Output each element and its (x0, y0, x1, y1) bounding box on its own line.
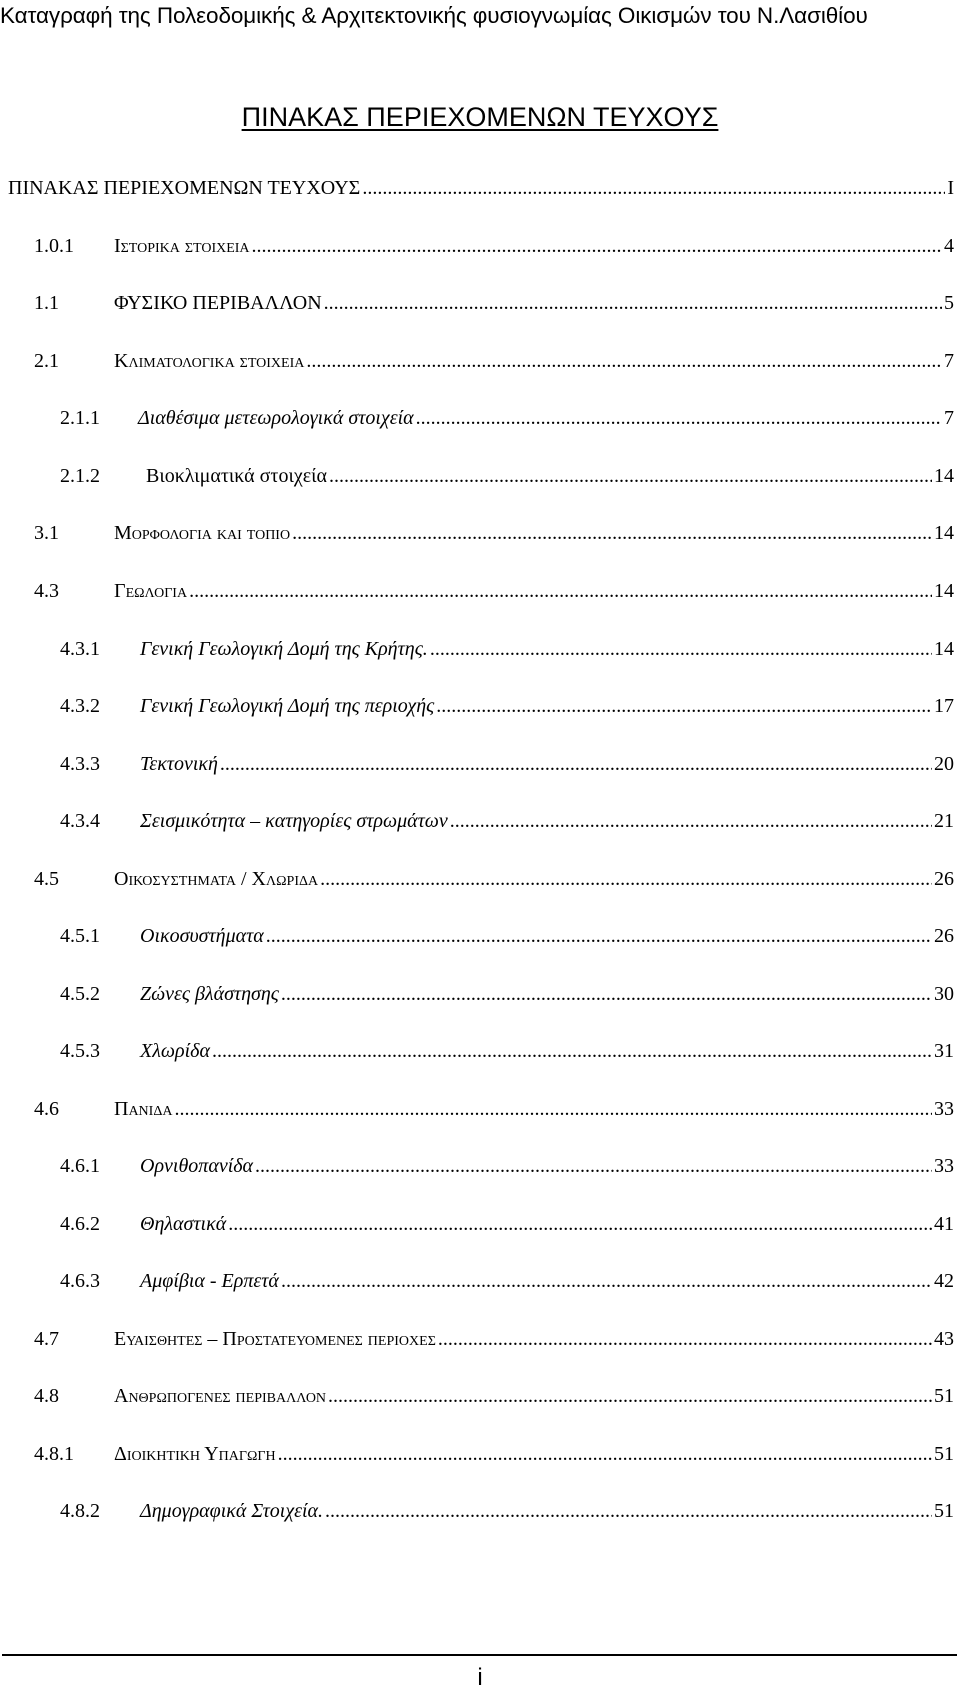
toc-entry-label: Ζώνες βλάστησης (140, 983, 279, 1005)
toc-entry-number: 4.8.1 (34, 1443, 74, 1465)
toc-entry-number: 4.5 (34, 868, 59, 890)
toc-entry-page: 51 (934, 1500, 954, 1522)
toc-entry-label: Δημογραφικά Στοιχεία. (140, 1500, 324, 1522)
toc-entry-label: Χλωρίδα (140, 1040, 210, 1062)
toc-entry-4-3[interactable] (34, 576, 954, 606)
toc-entry-page: 14 (934, 580, 954, 602)
toc-entry-number: 4.3.2 (60, 695, 100, 717)
toc-leader-dots (362, 173, 945, 203)
toc-entry-4-8[interactable] (34, 1381, 954, 1411)
toc-entry-number: 4.6.3 (60, 1270, 100, 1292)
toc-entry-page: 26 (934, 925, 954, 947)
toc-leader-dots (266, 921, 932, 951)
toc-entry-4-6-3[interactable] (60, 1266, 954, 1296)
toc-entry-page: 17 (934, 695, 954, 717)
toc-leader-dots (325, 1496, 932, 1526)
toc-entry-page: 41 (934, 1213, 954, 1235)
toc-entry-number: 4.6.2 (60, 1213, 100, 1235)
toc-entry-label: Πανιδα (114, 1098, 173, 1120)
toc-entry-label: Γεωλογια (114, 580, 188, 602)
running-header: Καταγραφή της Πολεοδομικής & Αρχιτεκτονικής φυσιογνωμίας Οικισμών του Ν.Λασιθίου (0, 3, 868, 28)
toc-entry-4-6[interactable] (34, 1094, 954, 1124)
toc-leader-dots (328, 1381, 932, 1411)
toc-entry-page: 14 (934, 638, 954, 660)
toc-leader-dots (430, 634, 932, 664)
toc-entry-number: 1.0.1 (34, 235, 74, 257)
toc-entry-number: 4.8 (34, 1385, 59, 1407)
toc-entry-number: 4.3.3 (60, 753, 100, 775)
toc-entry-page: 7 (944, 350, 954, 372)
toc-entry-label: ΠΙΝΑΚΑΣ ΠΕΡΙΕΧΟΜΕΝΩΝ ΤΕΥΧΟΥΣ (8, 177, 361, 199)
toc-leader-dots (189, 576, 932, 606)
toc-entry-label: Οικοσυστήματα (140, 925, 264, 947)
toc-entry-number: 4.5.1 (60, 925, 100, 947)
toc-entry-label: Διοικητικη Υπαγωγη (114, 1443, 276, 1465)
toc-entry-page: 5 (944, 292, 954, 314)
toc-entry-label: Κλιματολογικα στοιχεια (114, 350, 305, 372)
toc-entry-page: 51 (934, 1385, 954, 1407)
toc-leader-dots (416, 403, 942, 433)
toc-leader-dots (292, 518, 932, 548)
toc-entry-number: 1.1 (34, 292, 59, 314)
toc-entry-page: 20 (934, 753, 954, 775)
toc-entry-page: 51 (934, 1443, 954, 1465)
page-title: ΠΙΝΑΚΑΣ ΠΕΡΙΕΧΟΜΕΝΩΝ ΤΕΥΧΟΥΣ (241, 102, 719, 132)
toc-leader-dots (436, 691, 932, 721)
toc-entry-label: Βιοκλιματικά στοιχεία (146, 465, 327, 487)
toc-entry-number: 4.8.2 (60, 1500, 100, 1522)
toc-leader-dots (212, 1036, 932, 1066)
toc-entry-3-1[interactable] (34, 518, 954, 548)
toc-entry-4-5-3[interactable] (60, 1036, 954, 1066)
toc-leader-dots (252, 231, 942, 261)
toc-entry-page: 33 (934, 1155, 954, 1177)
toc-entry-4-6-1[interactable] (60, 1151, 954, 1181)
toc-entry-number: 4.3.4 (60, 810, 100, 832)
toc-entry-4-5-2[interactable] (60, 979, 954, 1009)
toc-entry-label: Σεισμικότητα – κατηγορίες στρωμάτων (140, 810, 448, 832)
toc-entry-label: Τεκτονική (140, 753, 218, 775)
toc-entry-label: Θηλαστικά (140, 1213, 227, 1235)
toc-entry-number: 4.5.3 (60, 1040, 100, 1062)
toc-entry-number: 4.6.1 (60, 1155, 100, 1177)
toc-leader-dots (220, 749, 932, 779)
toc-leader-dots (306, 346, 942, 376)
toc-entry-label: Ευαισθητες – Προστατευομενες περιοχες (114, 1328, 436, 1350)
toc-entry-label: Αμφίβια - Ερπετά (140, 1270, 279, 1292)
footer-divider (2, 1654, 957, 1656)
toc-entry-4-3-4[interactable] (60, 806, 954, 836)
toc-leader-dots (450, 806, 932, 836)
toc-entry-label: Γενική Γεωλογική Δομή της περιοχής (140, 695, 435, 717)
toc-entry-number: 4.5.2 (60, 983, 100, 1005)
toc-entry-page: 4 (944, 235, 954, 257)
toc-entry-number: 4.7 (34, 1328, 59, 1350)
toc-leader-dots (174, 1094, 932, 1124)
toc-entry-label: Μορφολογια και τοπιο (114, 522, 291, 544)
toc-entry-4-7[interactable] (34, 1324, 954, 1354)
toc-entry-page: 43 (934, 1328, 954, 1350)
toc-entry-label: ΦΥΣΙΚΟ ΠΕΡΙΒΑΛΛΟΝ (114, 292, 322, 314)
toc-entry-page: 21 (934, 810, 954, 832)
toc-entry-4-5[interactable] (34, 864, 954, 894)
toc-entry-number: 2.1.1 (60, 407, 100, 429)
toc-entry-label: Ανθρωπογενες περιβαλλον (114, 1385, 327, 1407)
toc-entry-page: I (947, 177, 954, 199)
toc-entry-4-6-2[interactable] (60, 1209, 954, 1239)
toc-entry-number: 4.3.1 (60, 638, 100, 660)
toc-entry-4-3-2[interactable] (60, 691, 954, 721)
toc-leader-dots (228, 1209, 932, 1239)
toc-entry-label: Ιστορικα στοιχεια (114, 235, 250, 257)
toc-entry-number: 4.6 (34, 1098, 59, 1120)
toc-entry-page: 30 (934, 983, 954, 1005)
toc-entry-2-1-1[interactable] (60, 403, 954, 433)
toc-entry-2-1-2[interactable] (60, 461, 954, 491)
toc-entry-page: 33 (934, 1098, 954, 1120)
toc-leader-dots (278, 1439, 932, 1469)
toc-leader-dots (324, 288, 942, 318)
toc-entry-4-5-1[interactable] (60, 921, 954, 951)
toc-entry-4-8-2[interactable] (60, 1496, 954, 1526)
toc-entry-page: 31 (934, 1040, 954, 1062)
toc-leader-dots (281, 979, 932, 1009)
toc-entry-page: 42 (934, 1270, 954, 1292)
toc-leader-dots (329, 461, 932, 491)
toc-entry-2-1[interactable] (34, 346, 954, 376)
toc-entry-1-1[interactable] (34, 288, 954, 318)
toc-entry-label: Οικοσυστηματα / Χλωριδα (114, 868, 319, 890)
toc-entry-4-3-3[interactable] (60, 749, 954, 779)
toc-entry-4-8-1[interactable] (34, 1439, 954, 1469)
toc-entry-number: 2.1.2 (60, 465, 100, 487)
toc-entry-number: 4.3 (34, 580, 59, 602)
toc-entry-contents[interactable] (8, 173, 954, 203)
toc-entry-label: Ορνιθοπανίδα (140, 1155, 254, 1177)
toc-entry-1-0-1[interactable] (34, 231, 954, 261)
toc-entry-label: Διαθέσιμα μετεωρολογικά στοιχεία (138, 407, 414, 429)
toc-entry-number: 2.1 (34, 350, 59, 372)
toc-entry-page: 14 (934, 465, 954, 487)
page-number: i (477, 1664, 483, 1691)
toc-entry-label: Γενική Γεωλογική Δομή της Κρήτης. (140, 638, 428, 660)
toc-leader-dots (320, 864, 932, 894)
toc-leader-dots (255, 1151, 932, 1181)
toc-leader-dots (281, 1266, 932, 1296)
toc-entry-page: 26 (934, 868, 954, 890)
toc-entry-number: 3.1 (34, 522, 59, 544)
toc-leader-dots (438, 1324, 932, 1354)
toc-entry-4-3-1[interactable] (60, 634, 954, 664)
toc-entry-page: 14 (934, 522, 954, 544)
toc-entry-page: 7 (944, 407, 954, 429)
